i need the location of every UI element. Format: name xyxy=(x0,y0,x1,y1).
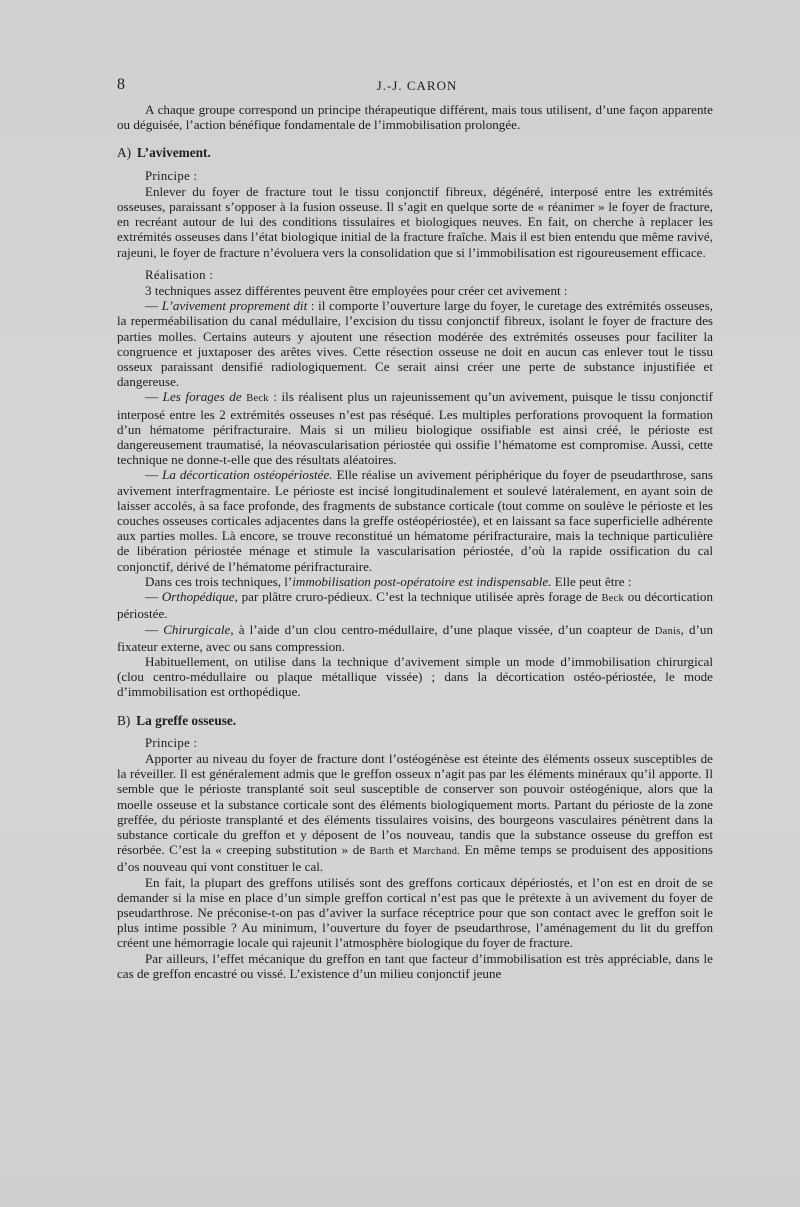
orthopedique-title: Orthopédique, xyxy=(161,589,238,605)
immobilisation-italic: immobilisation post-opératoire est indispensable. xyxy=(292,573,552,589)
page-header xyxy=(117,76,717,96)
author-beck: Beck xyxy=(246,393,269,405)
technique-avivement-text: : il comporte l’ouverture large du foyer, le curetage des extrémités osseuses, la reperméabilisation du canal médullaire, l’excision du tissu conjonctif fibreux, isolant le foyer de fracture des parties molles. Certains auteurs y ajoutent une résection modérée des extrémités osseuses pour faciliter la congruence et juxtaposer des arêtes vives. Cette résection osseuse ne doit en aucun cas enlever tout le tissu osseux paraissant densifié radiologiquement. Ce serait ainsi créer une perte de substance injustifiée et dangereuse. xyxy=(117,298,713,390)
technique-forages-title: Les forages de xyxy=(162,389,242,405)
section-a-principe-label: Principe : xyxy=(145,168,198,183)
section-b-letter: B) xyxy=(117,712,131,728)
technique-decortication-title: La décortication ostéopériostée. xyxy=(162,467,333,483)
technique-avivement: — L’avivement proprement dit : il comporte l’ouverture large du foyer, le curetage des extrémités osseuses, la reperméabilisation du canal médullaire, l’excision du tissu conjonctif fibreux, isolant le foyer de fracture des parties molles. Certains auteurs y ajoutent une résection modérée des extrémités osseuses pour faciliter la congruence et juxtaposer des arêtes vives. Cette résection osseuse ne doit en aucun cas enlever tout le tissu osseux paraissant densifié radiologiquement. Ce serait ainsi créer une perte de substance injustifiée et dangereuse. xyxy=(117,298,713,390)
habituellement-paragraph: Habituellement, on utilise dans la technique d’avivement simple un mode d’immobilisation chirurgical (clou centro-médullaire ou plaque métallique vissée) ; dans la décortication ostéo-périostée, le mode d’immobilisation est orthopédique. xyxy=(117,653,713,700)
greffe-paragraph-3: Par ailleurs, l’effet mécanique du greffon en tant que facteur d’immobilisation est très appréciable, dans le cas de greffon encastré ou vissé. L’existence d’un milieu conjonctif jeune xyxy=(117,950,713,981)
section-a-letter: A) xyxy=(117,145,132,161)
greffe-p1-mid: et xyxy=(394,842,413,858)
greffe-paragraph-2: En fait, la plupart des greffons utilisés sont des greffons corticaux dépériostés, et l’on est en droit de se demander si la mise en place d’un simple greffon cortical n’est pas que le prétexte à un avivement du foyer de pseudarthrose. Ne préconise-t-on pas d’aviver la surface réceptrice pour que son contact avec le greffon soit le plus intime possible ? Au minimum, l’ouverture du foyer de pseudarthrose, l’aménagement du lit du greffon créent une hémorragie locale qui rajeunit l’atmosphère biologique du foyer de fracture. xyxy=(117,874,713,951)
page-number: 8 xyxy=(117,76,125,93)
immobilisation-pre: Dans ces trois techniques, l’ xyxy=(145,573,293,589)
section-b-heading xyxy=(117,713,713,728)
section-b-principe-label: Principe : xyxy=(145,735,198,750)
section-a-principe-text: Enlever du foyer de fracture tout le tissu conjonctif fibreux, dégénéré, interposé entre les extrémités osseuses, paraissant s’opposer à la fusion osseuse. Il s’agit en quelque sorte de « réanimer » le foyer de fracture, en recréant autour de lui des conditions tissulaires et biologiques neuves. En fait, on cherche à replacer les extrémités osseuses dans l’état biologique initial de la fracture fraîche. Mais il est bien entendu que même ravivé, rajeuni, le foyer de fracture n’évoluera vers la consolidation que si l’immobilisation est rigoureusement efficace. xyxy=(117,183,713,260)
technique-forages: — Les forages de Beck : ils réalisent plus un rajeunissement qu’un avivement, puisque le tissu conjonctif interposé entre les 2 extrémités osseuses n’est pas réséqué. Les multiples perforations provoquent la formation d’un hématome périfracturaire. Mais si un milieu biologique ossifiable est ainsi créé, le périoste est dangereusement traumatisé, la néovascularisation périostée qui ossifie l’hématome est compromise. Aussi, cette technique ne donne-t-elle que des résultats aléatoires. xyxy=(117,389,713,468)
chirurgicale-title: Chirurgicale, xyxy=(163,621,234,637)
section-b-title: La greffe osseuse. xyxy=(136,712,237,728)
orthopedique-post: ou décortication périostée. xyxy=(117,589,713,622)
section-a-heading xyxy=(117,145,713,160)
section-a-realisation-label: Réalisation : xyxy=(145,267,214,282)
immobilisation-paragraph xyxy=(117,574,713,589)
author-beck-2: Beck xyxy=(601,593,625,605)
greffe-p1-pre: Apporter au niveau du foyer de fracture dont l’ostéogénèse est éteinte des éléments osseux susceptibles de la réveiller. Il est généralement admis que le greffon osseux n’agit pas par les éléments minéraux qu’il apporte. Il semble que le périoste transplanté soit seul susceptible de conserver son pouvoir ostéogénique, alors que la moelle osseuse et la substance corticale sont des éléments biologiquement morts. Partant du périoste de la zone greffée, du périoste transplanté et des éléments tissulaires voisins, des bourgeons vasculaires pénètrent dans la substance corticale du greffon et y déposent de l’os nouveau, tandis que la substance osseuse du greffon est résorbée. C’est la « creeping substitution » de xyxy=(117,750,713,858)
author-danis: Danis xyxy=(654,625,681,637)
section-a-title: L’avivement. xyxy=(137,145,211,161)
immobilisation-orthopedique: — Orthopédique, par plâtre cruro-pédieux. C’est la technique utilisée après forage de Beck ou décortication périostée. xyxy=(117,589,713,622)
greffe-p1-post: En même temps se produisent des appositions d’os nouveau qui vont constituer le cal. xyxy=(117,842,713,875)
chirurgicale-pre: à l’aide d’un clou centro-médullaire, d’une plaque vissée, d’un coapteur de xyxy=(233,621,655,637)
realisation-intro: 3 techniques assez différentes peuvent être employées pour créer cet avivement : xyxy=(145,283,568,299)
technique-decortication-text: Elle réalise un avivement périphérique du foyer de pseudarthrose, sans avivement interfragmentaire. Le périoste est incisé longitudinalement et soulevé latéralement, en ayant soin de laisser accolés, à sa face profonde, des fragments de substance corticale (tout comme on soulève le périoste et les couches osseuses corticales adjacentes dans la greffe ostéopériostée), et en laissant sa face superficielle adhérente aux parties molles. Là encore, se trouve reconstitué un hématome périfracturaire, mais la technique particulière de libération périostée ménage et stimule la vascularisation périostée, d’où la rapide ossification du cal conjonctif, dérivé de l’hématome périfracturaire. xyxy=(117,467,714,574)
immobilisation-post: Elle peut être : xyxy=(551,573,632,589)
immobilisation-chirurgicale: — Chirurgicale, à l’aide d’un clou centro-médullaire, d’une plaque vissée, d’un coapteur de Danis, d’un fixateur externe, avec ou sans compression. xyxy=(117,621,713,654)
technique-avivement-title: L’avivement proprement dit xyxy=(161,298,308,314)
running-head: J.-J. CARON xyxy=(376,78,458,93)
author-barth: Barth xyxy=(369,846,395,858)
technique-decortication: — La décortication ostéopériostée. Elle réalise un avivement périphérique du foyer de pseudarthrose, sans avivement interfragmentaire. Le périoste est incisé longitudinalement et soulevé latéralement, en ayant soin de laisser accolés, à sa face profonde, des fragments de substance corticale (tout comme on soulève le périoste et les couches osseuses corticales adjacentes dans la greffe ostéopériostée), et en laissant sa face superficielle adhérente aux parties molles. Là encore, se trouve reconstitué un hématome périfracturaire, mais la technique particulière de libération périostée ménage et stimule la vascularisation périostée, d’où la rapide ossification du cal conjonctif, dérivé de l’hématome périfracturaire. xyxy=(117,467,714,574)
chirurgicale-post: , d’un fixateur externe, avec ou sans compression. xyxy=(117,621,713,654)
intro-paragraph: A chaque groupe correspond un principe thérapeutique différent, mais tous utilisent, d’une façon apparente ou déguisée, l’action bénéfique fondamentale de l’immobilisation prolongée. xyxy=(117,102,713,133)
greffe-paragraph-1 xyxy=(117,751,713,875)
body-text xyxy=(117,102,713,981)
orthopedique-pre: par plâtre cruro-pédieux. C’est la technique utilisée après forage de xyxy=(237,589,602,605)
technique-forages-text: : ils réalisent plus un rajeunissement qu’un avivement, puisque le tissu conjonctif interposé entre les 2 extrémités osseuses n’est pas réséqué. Les multiples perforations provoquent la formation d’un hématome périfracturaire. Mais si un milieu biologique ossifiable est ainsi créé, le périoste est dangereusement traumatisé, la néovascularisation périostée qui ossifie l’hématome est compromise. Aussi, cette technique ne donne-t-elle que des résultats aléatoires. xyxy=(117,389,713,468)
author-marchand: Marchand. xyxy=(412,846,461,858)
